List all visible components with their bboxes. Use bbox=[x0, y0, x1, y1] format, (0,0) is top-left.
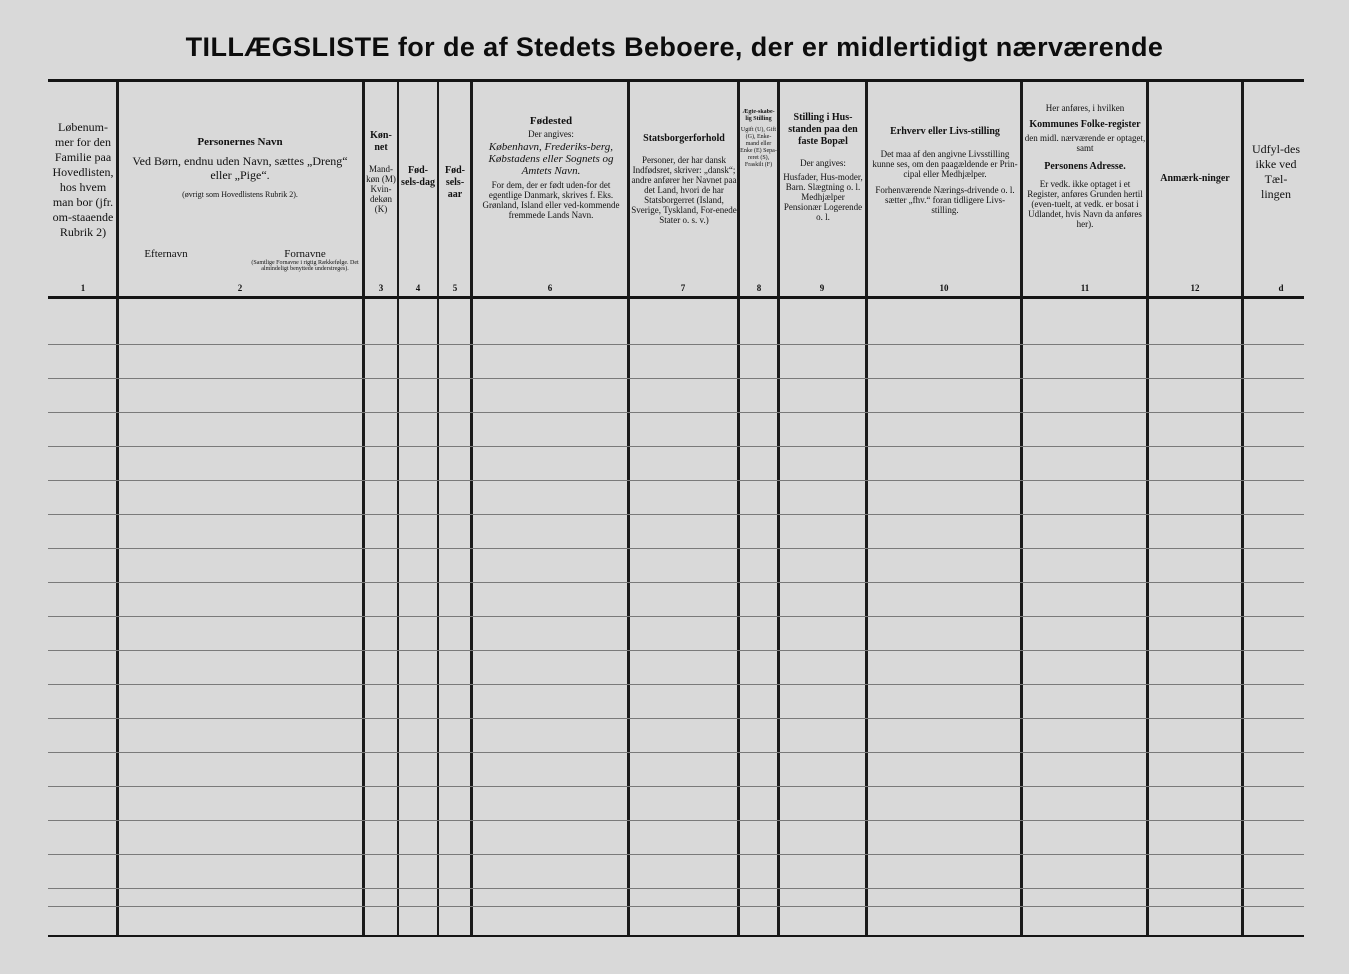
col8-text: Ugift (U), Gift (G), Enke-mand eller Enke (E) Sepa-reret (S), Fraskilt (F) bbox=[740, 127, 777, 168]
col7-text: Personer, der har dansk Indfødsret, skriver: „dansk“; andre anfører her Navnet paa det Land, hvori de har Statsborgerret (Island, Sverige, Tyskland, For-enede Stater o. s. v.) bbox=[631, 155, 737, 225]
col-divider-3 bbox=[397, 82, 399, 935]
col6-title: Fødested bbox=[529, 115, 573, 127]
col6-line3: For dem, der er født uden-for det egentlige Danmark, skrives f. Eks. Grønland, Island eller ved-kommende fremmede Lands Navn. bbox=[482, 180, 620, 220]
col-divider-9 bbox=[865, 82, 868, 935]
col13-header bbox=[1250, 142, 1302, 202]
col6-header bbox=[477, 115, 625, 220]
col2-number: 2 bbox=[237, 283, 243, 293]
col8-title: Ægte-skabe-lig Stilling bbox=[742, 109, 775, 122]
col6-number: 6 bbox=[547, 283, 553, 293]
col13-number: d bbox=[1278, 283, 1284, 293]
col10-line1: Det maa af den angivne Livsstilling kunne ses, om den paagældende er Prin-cipal eller Medhjælper. bbox=[872, 149, 1018, 179]
row-line bbox=[48, 412, 1304, 413]
col11-number: 11 bbox=[1080, 283, 1090, 293]
col2-fornavne: Fornavne bbox=[284, 248, 326, 260]
col5-title: Fød-sels-aar bbox=[445, 165, 465, 200]
col12-header bbox=[1160, 173, 1230, 185]
header-bottom-rule bbox=[48, 296, 1304, 299]
col-divider-5 bbox=[470, 82, 473, 935]
col2-sub-right bbox=[240, 248, 370, 272]
row-line bbox=[48, 514, 1304, 515]
col9-header bbox=[782, 112, 864, 222]
col2-line2: (øvrigt som Hovedlistens Rubrik 2). bbox=[182, 190, 298, 199]
col11-line2: den midl. nærværende er optaget, samt bbox=[1024, 133, 1146, 153]
row-line bbox=[48, 548, 1304, 549]
col2-efternavn: Efternavn bbox=[144, 248, 188, 260]
col6-line2: København, Frederiks-berg, Købstadens eller Sognets og Amtets Navn. bbox=[488, 141, 614, 177]
bottom-rule bbox=[48, 935, 1304, 937]
col9-number: 9 bbox=[819, 283, 825, 293]
col11-line1: Her anføres, i hvilken bbox=[1045, 103, 1125, 113]
col-divider-1 bbox=[116, 82, 119, 935]
row-line bbox=[48, 906, 1304, 907]
col2-sub-left bbox=[126, 248, 206, 260]
col-divider-7 bbox=[737, 82, 740, 935]
col3-title: Køn-net bbox=[370, 130, 392, 153]
col4-title: Fød-sels-dag bbox=[401, 165, 435, 188]
col9-line2: Husfader, Hus-moder, Barn. Slægtning o. l. Medhjælper Pensionær Logerende o. l. bbox=[783, 172, 863, 222]
col5-header bbox=[440, 165, 470, 201]
col10-number: 10 bbox=[939, 283, 949, 293]
form-title: TILLÆGSLISTE for de af Stedets Beboere, der er midlertidigt nærværende bbox=[185, 32, 1164, 62]
col7-number: 7 bbox=[680, 283, 686, 293]
col2-header bbox=[122, 136, 358, 200]
col11-line3: Er vedk. ikke optaget i et Register, anføres Grunden hertil (even-tuelt, at vedk. er bosat i Udlandet, hvis Navn da anføres her). bbox=[1027, 179, 1143, 229]
col4-number: 4 bbox=[415, 283, 421, 293]
row-line bbox=[48, 752, 1304, 753]
col2-title: Personernes Navn bbox=[197, 136, 283, 148]
col13-text: Udfyl-des ikke ved Tæl-lingen bbox=[1252, 142, 1300, 201]
col1-number: 1 bbox=[80, 283, 86, 293]
col2-line1: Ved Børn, endnu uden Navn, sættes „Dreng“ eller „Pige“. bbox=[132, 154, 348, 182]
col2-fornavne-note: (Samtlige Fornavne i rigtig Rækkefølge. Det almindeligt benyttede understreges). bbox=[251, 260, 359, 272]
row-line bbox=[48, 718, 1304, 719]
row-line bbox=[48, 480, 1304, 481]
col8-number: 8 bbox=[756, 283, 762, 293]
col10-line2: Forhenværende Nærings-drivende o. l. sætter „fhv.“ foran tidligere Livs-stilling. bbox=[875, 185, 1015, 215]
col12-title: Anmærk-ninger bbox=[1160, 173, 1230, 184]
col9-line1: Der angives: bbox=[800, 158, 846, 168]
col6-line1: Der angives: bbox=[528, 129, 574, 139]
row-line bbox=[48, 582, 1304, 583]
col-divider-8 bbox=[777, 82, 780, 935]
row-line bbox=[48, 650, 1304, 651]
row-line bbox=[48, 378, 1304, 379]
col9-title: Stilling i Hus-standen paa den faste Bopæl bbox=[788, 112, 858, 147]
row-line bbox=[48, 888, 1304, 889]
col11-title2: Personens Adresse. bbox=[1044, 161, 1126, 172]
col-divider-6 bbox=[627, 82, 630, 935]
col7-title: Statsborgerforhold bbox=[643, 133, 725, 144]
col3-header bbox=[365, 130, 397, 214]
col1-text: Løbenum-mer for den Familie paa Hovedlisten, hos hvem man bor (jfr. om-staaende Rubrik 2) bbox=[52, 120, 114, 239]
col11-header bbox=[1024, 103, 1146, 229]
row-line bbox=[48, 684, 1304, 685]
col3-number: 3 bbox=[378, 283, 384, 293]
col5-number: 5 bbox=[452, 283, 458, 293]
col-divider-11 bbox=[1146, 82, 1149, 935]
col-divider-4 bbox=[437, 82, 439, 935]
col4-header bbox=[400, 165, 436, 189]
row-line bbox=[48, 820, 1304, 821]
col1-header bbox=[50, 120, 116, 240]
col-divider-12 bbox=[1241, 82, 1244, 935]
col11-title: Kommunes Folke-register bbox=[1029, 119, 1141, 130]
row-line bbox=[48, 616, 1304, 617]
row-line bbox=[48, 446, 1304, 447]
top-rule bbox=[48, 79, 1304, 82]
row-line bbox=[48, 786, 1304, 787]
col3-text: Mand-køn (M) Kvin-dekøn (K) bbox=[366, 164, 396, 214]
col10-header bbox=[872, 125, 1018, 215]
col7-header bbox=[631, 133, 737, 225]
col10-title: Erhverv eller Livs-stilling bbox=[890, 126, 1000, 137]
col8-header bbox=[740, 109, 777, 169]
row-line bbox=[48, 344, 1304, 345]
row-line bbox=[48, 854, 1304, 855]
col-divider-10 bbox=[1020, 82, 1023, 935]
col12-number: 12 bbox=[1190, 283, 1200, 293]
